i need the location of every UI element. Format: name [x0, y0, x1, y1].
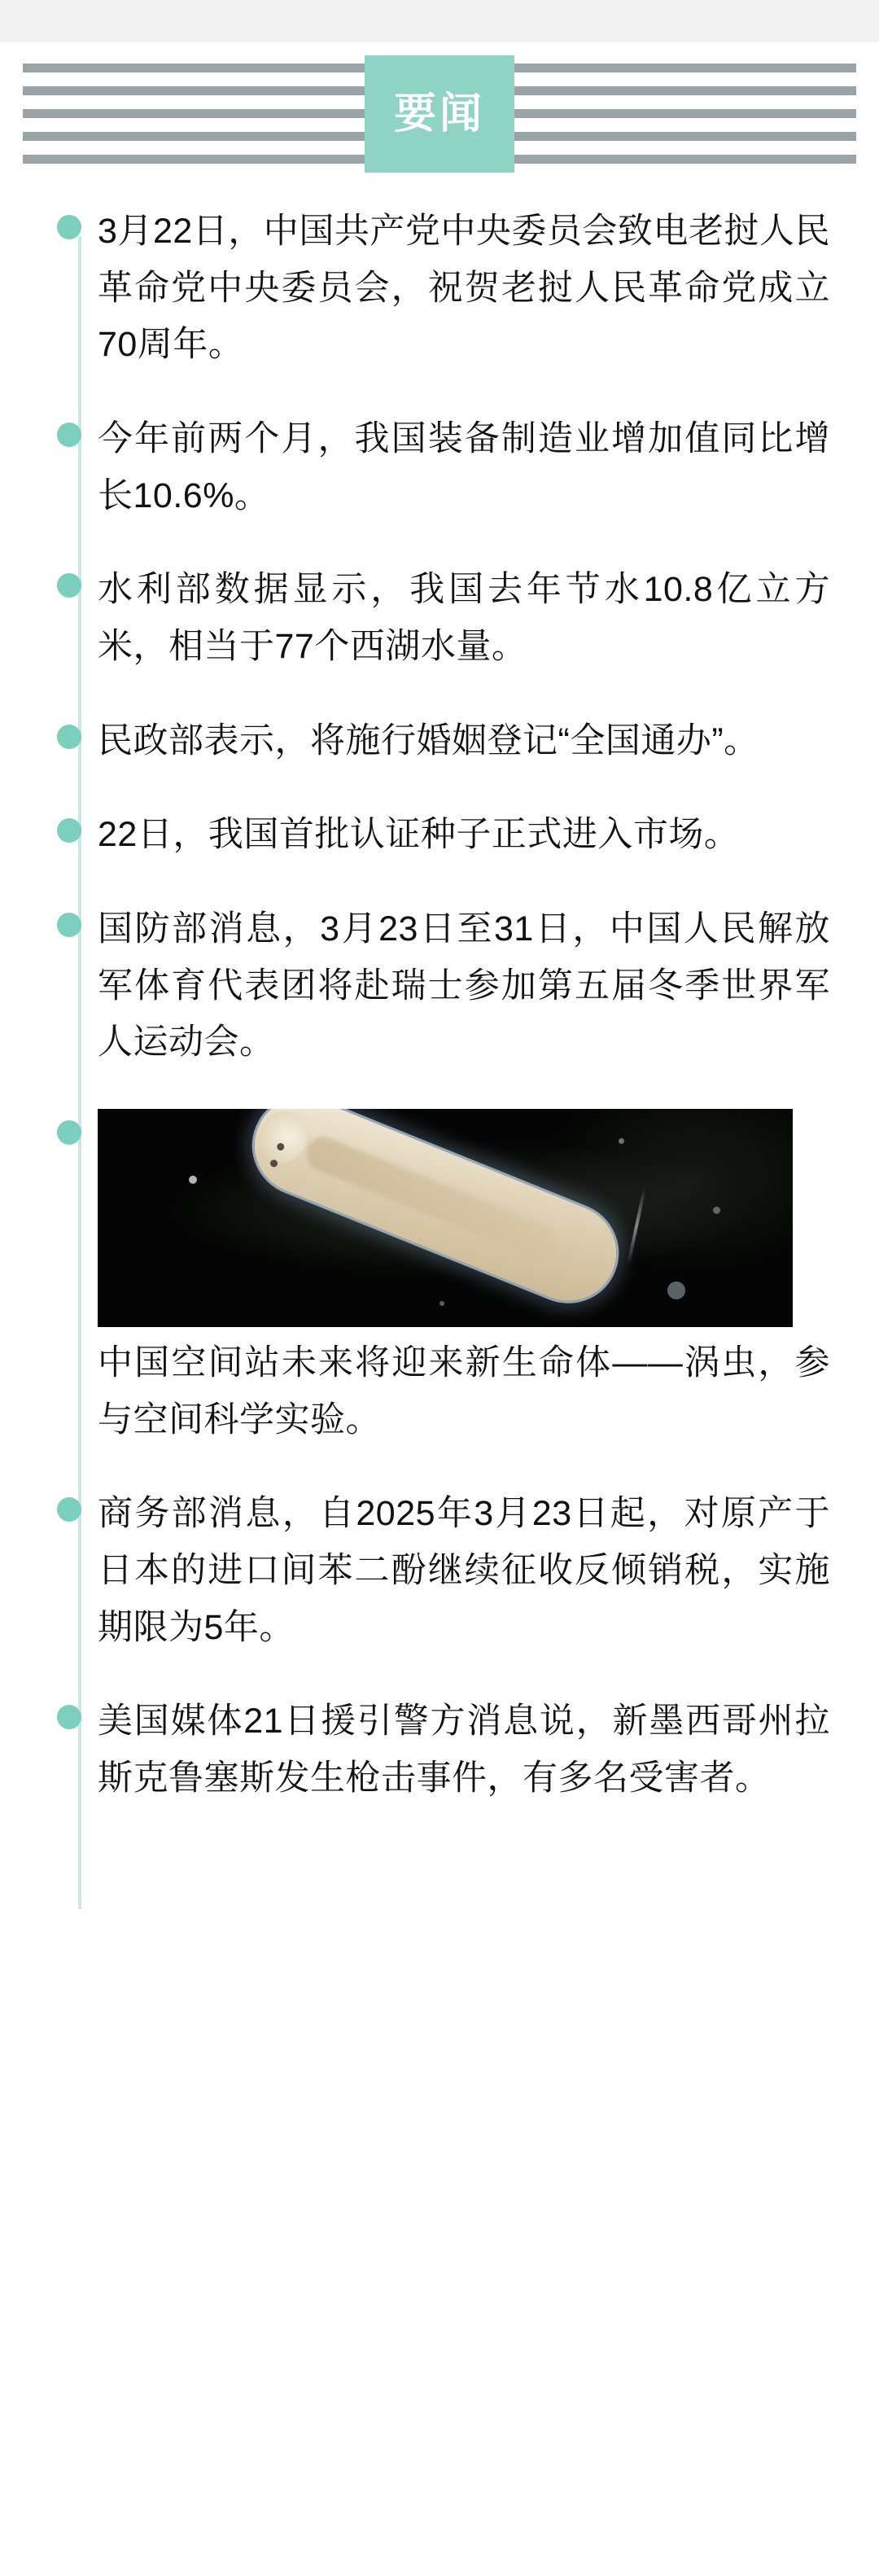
news-text: 国防部消息，3月23日至31日，中国人民解放军体育代表团将赴瑞士参加第五届冬季世界军人运动会。 — [98, 909, 830, 1062]
list-item-body — [80, 807, 830, 864]
list-item-body — [80, 204, 830, 374]
list-item — [0, 411, 879, 524]
list-item-body — [80, 411, 830, 524]
news-text: 美国媒体21日援引警方消息说，新墨西哥州拉斯克鲁塞斯发生枪击事件，有多名受害者。 — [98, 1702, 830, 1798]
header-topbar — [0, 0, 879, 42]
timeline-dot-icon — [57, 1705, 81, 1729]
list-item — [0, 562, 879, 675]
news-timeline — [0, 204, 879, 1909]
section-badge — [365, 55, 514, 173]
list-item — [0, 807, 879, 864]
timeline-dot-icon — [57, 573, 81, 598]
timeline-dot-icon — [57, 423, 81, 447]
timeline-dot-icon — [57, 1497, 81, 1522]
news-text: 水利部数据显示，我国去年节水10.8亿立方米，相当于77个西湖水量。 — [98, 570, 830, 666]
list-item — [0, 1486, 879, 1656]
list-item — [0, 204, 879, 374]
list-item-body — [80, 901, 830, 1071]
list-item-body — [80, 562, 830, 675]
particle-speck — [713, 1207, 720, 1214]
particle-speck — [189, 1176, 197, 1184]
section-badge-label: 要闻 — [393, 90, 485, 138]
particle-speck — [619, 1138, 624, 1144]
list-item — [0, 1109, 879, 1448]
flatworm-eye — [269, 1159, 279, 1168]
timeline-dot-icon — [57, 1120, 81, 1145]
timeline-dot-icon — [57, 215, 81, 239]
photo-caption: 中国空间站未来将迎来新生命体——涡虫，参与空间科学实验。 — [98, 1343, 830, 1439]
timeline-dot-icon — [57, 913, 81, 937]
list-item-body — [80, 713, 830, 770]
timeline-dot-icon — [57, 818, 81, 843]
news-text: 今年前两个月，我国装备制造业增加值同比增长10.6%。 — [98, 418, 830, 515]
particle-speck — [667, 1281, 685, 1299]
planarian-flatworm-photo[interactable] — [98, 1109, 793, 1327]
particle-speck — [440, 1301, 444, 1306]
list-item — [0, 713, 879, 770]
news-text: 22日，我国首批认证种子正式进入市场。 — [98, 815, 740, 855]
list-item — [0, 1693, 879, 1807]
list-item-body — [80, 1486, 830, 1656]
page-header — [0, 0, 879, 204]
news-text: 3月22日，中国共产党中央委员会致电老挝人民革命党中央委员会，祝贺老挝人民革命党成立70周年。 — [98, 212, 830, 365]
list-item-body — [80, 1693, 830, 1807]
flatworm-eye — [276, 1142, 286, 1152]
list-item — [0, 901, 879, 1071]
news-text: 商务部消息，自2025年3月23日起，对原产于日本的进口间苯二酚继续征收反倾销税，实施期限为5年。 — [98, 1494, 830, 1647]
news-text: 民政部表示，将施行婚姻登记“全国通办”。 — [98, 721, 759, 760]
timeline-dot-icon — [57, 725, 81, 749]
list-item-body — [80, 1109, 830, 1448]
